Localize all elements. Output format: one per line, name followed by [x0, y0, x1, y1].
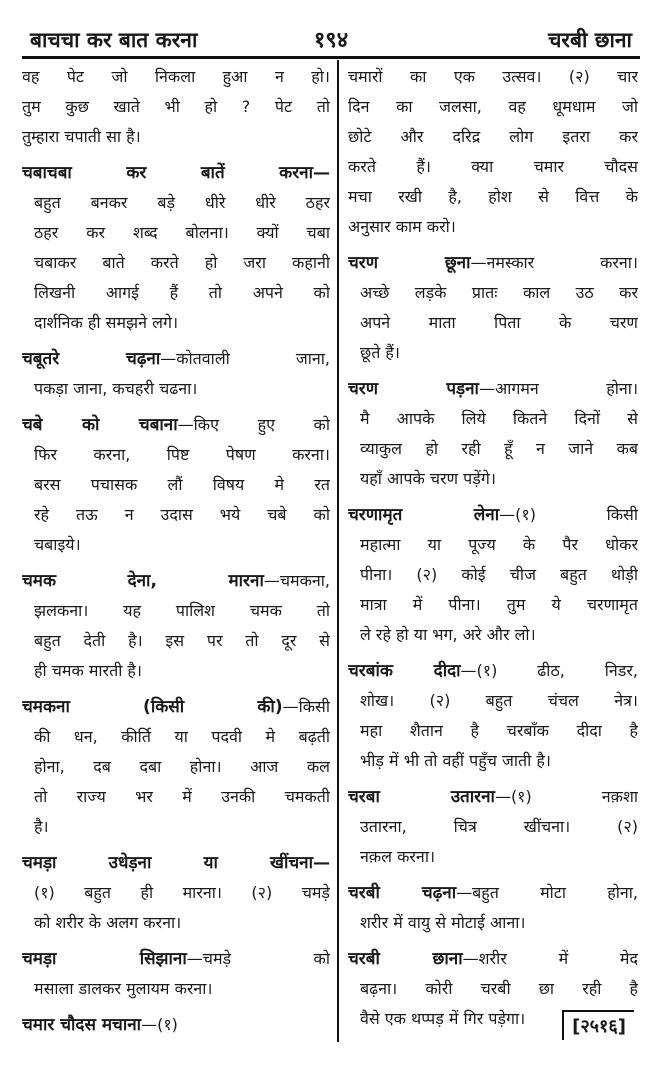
dictionary-entry [348, 62, 638, 242]
entry-headline [348, 944, 638, 974]
entry-headline [22, 566, 330, 596]
headword: चमकना (किसी की) [22, 697, 283, 717]
definition-line: फिर करना, पिष्ट पेषण करना। [34, 445, 330, 464]
definition-line: को शरीर के अलग करना। [34, 913, 182, 932]
definition-line: बहुत देती है। इस पर तो दूर से [34, 631, 330, 650]
definition-line: (१) बहुत ही मारना। (२) चमड़े [34, 883, 330, 902]
definition-line: पकड़ा जाना, कचहरी चढना। [34, 379, 198, 398]
definition-line: छूते हैं। [360, 343, 400, 362]
dictionary-entry [22, 848, 330, 938]
header-rule [22, 56, 640, 59]
headword: चबाचबा कर बातें करना— [22, 163, 330, 183]
entry-headline [22, 848, 330, 878]
entry-headline [22, 692, 330, 722]
definition-line: अपने माता पिता के चरण [360, 313, 638, 332]
definition-start: —किए हुए को [177, 415, 330, 434]
definition-start: —बहुत मोटा होना, [456, 883, 638, 902]
entry-headline [348, 782, 638, 812]
definition-line: मसाला डालकर मुलायम करना। [34, 979, 213, 998]
running-head-right: चरबी छाना [548, 28, 632, 52]
entry-headline [348, 500, 638, 530]
entry-headline [22, 1010, 330, 1040]
entry-headline [22, 344, 330, 374]
definition-line: झलकना। यह पालिश चमक तो [34, 601, 330, 620]
definition-line: नक़ल करना। [360, 847, 436, 866]
column-divider [337, 60, 339, 1042]
definition-line: ठहर कर शब्द बोलना। क्यों चबा [34, 223, 330, 242]
definition-start: —(१) ढीठ, निडर, [460, 661, 638, 680]
definition-start: —(१) किसी [499, 505, 638, 524]
definition-line: तुम्हारा चपाती सा है। [22, 127, 141, 146]
definition-line: तो राज्य भर में उनकी चमकती [34, 787, 330, 806]
definition-start: —चमड़े को [186, 949, 330, 968]
definition-line: होना, दब दबा होना। आज कल [34, 757, 330, 776]
definition-line: मचा रखी है, होश से वित्त के [348, 187, 638, 206]
dictionary-entry [348, 500, 638, 650]
page-footer-code: [२५१६] [562, 1010, 634, 1040]
definition-line: रहे तऊ न उदास भये चबे को [34, 505, 330, 524]
dictionary-entry [22, 944, 330, 1004]
entry-headline [348, 656, 638, 686]
definition-line: पीना। (२) कोई चीज बहुत थोड़ी [360, 565, 638, 584]
definition-start: —चमकना, [263, 571, 330, 590]
dictionary-entry [348, 782, 638, 872]
definition-line: महा शैतान है चरबाँक दीदा है [360, 721, 638, 740]
page-number: १९४ [313, 28, 349, 53]
entry-headline [22, 410, 330, 440]
dictionary-entry [348, 878, 638, 938]
dictionary-entry [22, 692, 330, 842]
headword: चरण छूना [348, 253, 471, 273]
definition-start: —(१) नक़शा [494, 787, 638, 806]
dictionary-entry [22, 344, 330, 404]
definition-line: अनुसार काम करो। [348, 217, 456, 236]
definition-line: बहुत बनकर बड़े धीरे धीरे ठहर [34, 193, 330, 212]
dictionary-entry [22, 410, 330, 560]
entry-headline [348, 374, 638, 404]
headword: चबे को चबाना [22, 415, 178, 435]
definition-start: —शरीर में मेद [462, 949, 638, 968]
definition-line: मात्रा में पीना। तुम ये चरणामृत [360, 595, 638, 614]
dictionary-entry [22, 566, 330, 686]
headword: चमड़ा सिझाना [22, 949, 187, 969]
running-head-left: बाचचा कर बात करना [30, 28, 198, 52]
page-header [30, 14, 632, 54]
definition-line: चबाकर बाते करते हो जरा कहानी [34, 253, 330, 272]
headword: चमक देना, मारना [22, 571, 264, 591]
definition-start: —(१) [141, 1015, 178, 1034]
definition-line: मै आपके लिये कितने दिनों से [360, 409, 638, 428]
definition-line: ले रहे हो या भग, अरे और लो। [360, 625, 536, 644]
definition-line: है। [34, 817, 49, 836]
definition-start: —कोतवाली जाना, [160, 349, 330, 368]
dictionary-entry [22, 62, 330, 152]
right-column [348, 62, 638, 1040]
definition-line: वह पेट जो निकला हुआ न हो। [22, 67, 330, 86]
dictionary-entry [348, 656, 638, 776]
definition-line: शरीर में वायु से मोटाई आना। [360, 913, 526, 932]
definition-line: वैसे एक थप्पड़ में गिर पड़ेगा। [360, 1009, 526, 1028]
headword: चमार चौदस मचाना [22, 1015, 142, 1035]
entry-headline [348, 878, 638, 908]
definition-line: दिन का जलसा, वह धूमधाम जो [348, 97, 638, 116]
headword: चरण पड़ना [348, 379, 479, 399]
definition-start: —किसी [282, 697, 330, 716]
definition-line: चबाइये। [34, 535, 81, 554]
headword: चमड़ा उधेड़ना या खींचना— [22, 853, 330, 873]
left-column [22, 62, 330, 1046]
headword: चरबी चढ़ना [348, 883, 457, 903]
definition-start: —आगमन होना। [478, 379, 638, 398]
definition-line: यहाँ आपके चरण पड़ेंगे। [360, 469, 496, 488]
headword: चरबांक दीदा [348, 661, 461, 681]
definition-line: छोटे और दरिद्र लोग इतरा कर [348, 127, 638, 146]
definition-line: बढ़ना। कोरी चरबी छा रही है [360, 979, 638, 998]
entry-headline [22, 158, 330, 188]
definition-line: चमारों का एक उत्सव। (२) चार [348, 67, 638, 86]
definition-line: व्याकुल हो रही हूँ न जाने कब [360, 439, 638, 458]
entry-headline [348, 248, 638, 278]
headword: चरबी छाना [348, 949, 463, 969]
definition-line: की धन, कीर्ति या पदवी मे बढ़ती [34, 727, 330, 746]
definition-line: तुम कुछ खाते भी हो ? पेट तो [22, 97, 330, 116]
entry-headline [22, 944, 330, 974]
headword: चरबा उतारना [348, 787, 495, 807]
definition-line: करते हैं। क्या चमार चौदस [348, 157, 638, 176]
definition-line: लिखनी आगई हैं तो अपने को [34, 283, 330, 302]
dictionary-entry [348, 248, 638, 368]
definition-line: शोख। (२) बहुत चंचल नेत्र। [360, 691, 638, 710]
definition-line: बरस पचासक लौं विषय मे रत [34, 475, 330, 494]
dictionary-entry [22, 158, 330, 338]
definition-line: उतारना, चित्र खींचना। (२) [360, 817, 638, 836]
dictionary-entry [22, 1010, 330, 1040]
definition-line: ही चमक मारती है। [34, 661, 142, 680]
headword: चरणामृत लेना [348, 505, 500, 525]
definition-line: भीड़ में भी तो वहीं पहुँच जाती है। [360, 751, 551, 770]
dictionary-entry [348, 374, 638, 494]
definition-line: अच्छे लड़के प्रातः काल उठ कर [360, 283, 638, 302]
headword: चबूतरे चढ़ना [22, 349, 161, 369]
definition-start: —नमस्कार करना। [470, 253, 638, 272]
definition-line: दार्शनिक ही समझने लगे। [34, 313, 179, 332]
definition-line: महात्मा या पूज्य के पैर धोकर [360, 535, 638, 554]
